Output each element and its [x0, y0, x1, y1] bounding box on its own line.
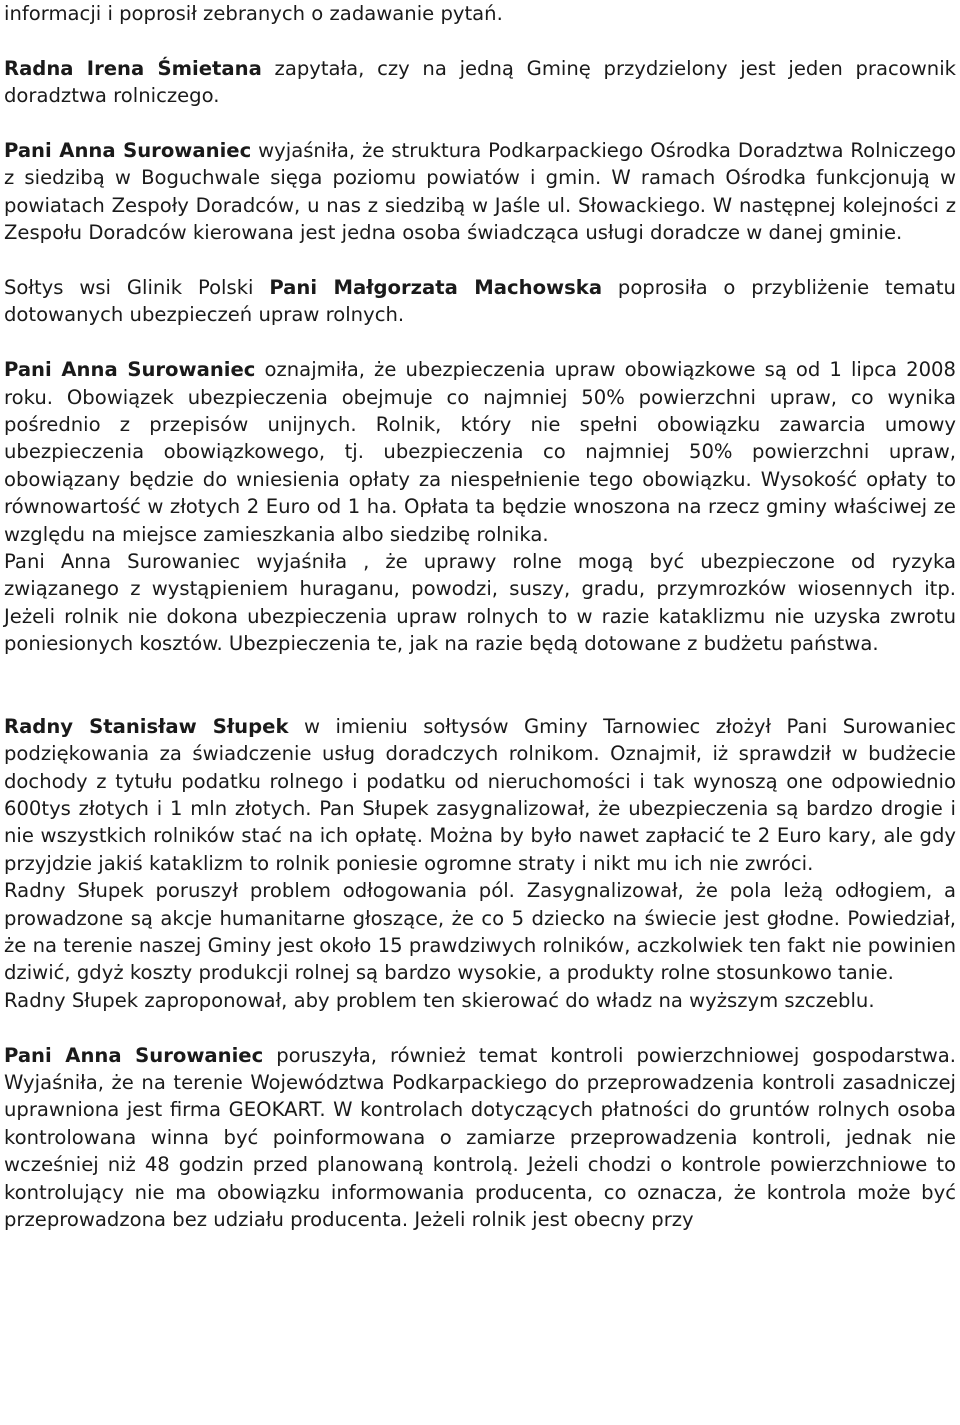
paragraph-spacer [4, 247, 956, 274]
paragraph-text: Radny Słupek zaproponował, aby problem ten skierować do władz na wyższym szczeblu. [4, 988, 875, 1012]
paragraph-spacer [4, 658, 956, 713]
paragraph-text: oznajmiła, że ubezpieczenia upraw obowiązkowe są od 1 lipca 2008 roku. Obowiązek ubezpieczenia obejmuje co najmniej 50% powierzchni upraw, co wynika pośrednio z przepisów unijnych. Rolnik, który nie spełni obowiązku zawarcia umowy ubezpieczenia obowiązkowego, tj. ubezpieczenia co najmniej 50% powierzchni upraw, obowiązany będzie do wniesienia opłaty za niespełnienie tego obowiązku. Wysokość opłaty to równowartość w złotych 2 Euro od 1 ha. Opłata ta będzie wnoszona na rzecz gminy właściwej ze względu na miejsce zamieszkania albo siedzibę rolnika. [4, 358, 956, 546]
paragraph-text: informacji i poprosił zebranych o zadawanie pytań. [4, 2, 503, 25]
paragraph-slupek-proposal [4, 987, 956, 1014]
paragraph-slupek-thanks [4, 713, 956, 877]
paragraph-spacer [4, 329, 956, 356]
paragraph-text: zapytała, czy na jedną Gminę przydzielony jest jeden pracownik doradztwa rolniczego. [4, 56, 956, 108]
paragraph-text: Radny Słupek poruszył problem odłogowania pól. Zasygnalizował, że pola leżą odłogiem, a prowadzone są akcje humanitarne głoszące, że co 5 dziecko na świecie jest głodne. Powiedział, że na terenie naszej Gminy jest około 15 prawdziwych rolników, aczkolwiek ten fakt nie powinien dziwić, gdyż koszty produkcji rolnej są bardzo wysokie, a produkty rolne stosunkowo tanie. [4, 879, 956, 985]
paragraph-text: w imieniu sołtysów Gminy Tarnowiec złożył Pani Surowaniec podziękowania za świadczenie usług doradczych rolnikom. Oznajmił, iż sprawdził w budżecie dochody z tytułu podatku rolnego i podatku od nieruchomości i tak wynoszą one odpowiednio 600tys złotych i 1 mln złotych. Pan Słupek zasygnalizował, że ubezpieczenia są bardzo drogie i nie wszystkich rolników stać na ich opłatę. Można by było nawet zapłacić te 2 Euro kary, ale gdy przyjdzie jakiś kataklizm to rolnik poniesie ogromne straty i nikt mu ich nie zwróci. [4, 714, 956, 875]
paragraph-surowaniec-inspection [4, 1042, 956, 1234]
paragraph-machowska-request [4, 274, 956, 329]
paragraph-text: Pani Anna Surowaniec wyjaśniła , że uprawy rolne mogą być ubezpieczone od ryzyka związanego z wystąpieniem huraganu, powodzi, suszy, gradu, przymrozków wiosennych itp. Jeżeli rolnik nie dokona ubezpieczenia upraw rolnych to w razie kataklizmu nie uzyska zwrotu poniesionych kosztów. Ubezpieczenia te, jak na razie będą dotowane z budżetu państwa. [4, 550, 956, 656]
paragraph-text: poprosiła o przybliżenie tematu dotowanych ubezpieczeń upraw rolnych. [4, 276, 956, 327]
paragraph-text: wyjaśniła, że struktura Podkarpackiego Ośrodka Doradztwa Rolniczego z siedzibą w Boguchwale sięga poziomu powiatów i gmin. W ramach Ośrodka funkcjonują w powiatach Zespoły Doradców, u nas z siedzibą w Jaśle ul. Słowackiego. W następnej kolejności z Zespołu Doradców kierowana jest jedna osoba świadcząca usługi doradcze w danej gminie. [4, 139, 956, 245]
paragraph-intro-tail [4, 0, 956, 27]
speaker-name: Radny Stanisław Słupek [4, 714, 289, 738]
paragraph-text: Sołtys wsi Glinik Polski [4, 276, 270, 300]
paragraph-text: poruszyła, również temat kontroli powierzchniowej gospodarstwa. Wyjaśniła, że na terenie Województwa Podkarpackiego do przeprowadzenia kontroli zasadniczej uprawniona jest firma GEOKART. W kontrolach dotyczących płatności do gruntów rolnych osoba kontrolowana winna być poinformowana o zamiarze przeprowadzenia kontroli, jednak nie wcześniej niż 48 godzin przed planowaną kontrolą. Jeżeli chodzi o kontrole powierzchniowe to kontrolujący nie ma obowiązku informowania producenta, co oznacza, że kontrola może być przeprowadzona bez udziału producenta. Jeżeli rolnik jest obecny przy [4, 1043, 956, 1231]
paragraph-slupek-fallow [4, 877, 956, 987]
speaker-name: Pani Anna Surowaniec [4, 358, 256, 382]
paragraph-spacer [4, 27, 956, 54]
paragraph-surowaniec-insurance [4, 356, 956, 548]
paragraph-spacer [4, 1014, 956, 1041]
speaker-name: Pani Anna Surowaniec [4, 139, 252, 162]
speaker-name: Pani Anna Surowaniec [4, 1043, 264, 1067]
document-page [4, 0, 956, 1233]
paragraph-surowaniec-structure [4, 137, 956, 247]
speaker-name: Pani Małgorzata Machowska [269, 276, 603, 300]
speaker-name: Radna Irena Śmietana [4, 56, 262, 80]
paragraph-spacer [4, 110, 956, 137]
paragraph-smietana-question [4, 55, 956, 110]
paragraph-surowaniec-risks [4, 548, 956, 658]
